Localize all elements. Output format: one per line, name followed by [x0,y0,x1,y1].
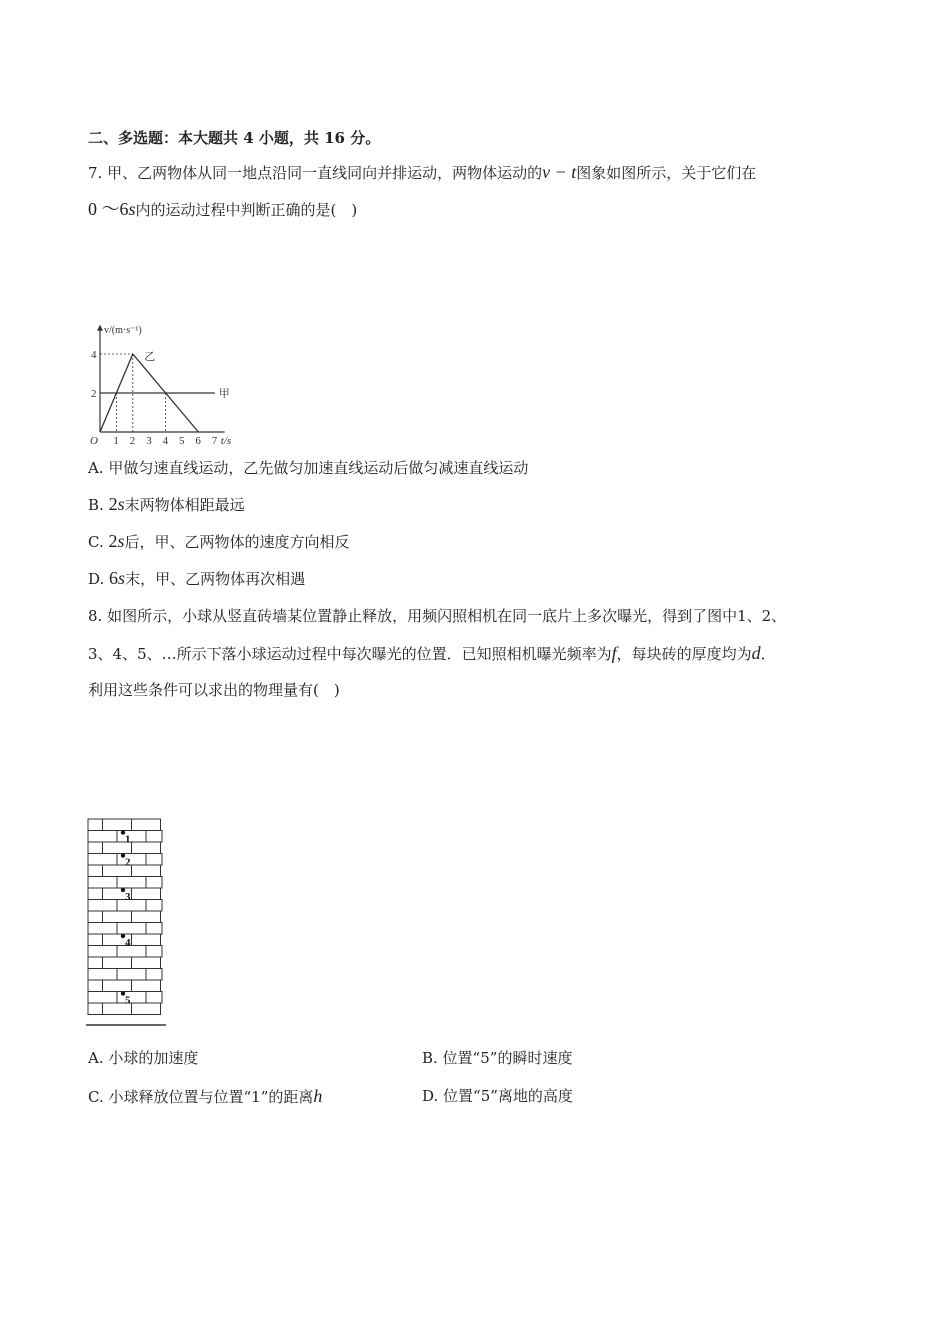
series-jia-label: 甲 [218,388,230,400]
q8-stem-line1: 8. 如图所示，小球从竖直砖墙某位置静止释放，用频闪照相机在同一底片上多次曝光，得到了图中1、2、 [88,607,787,625]
option-num: 6 [109,568,119,588]
q7-text: 内的运动过程中判断正确的是( ) [135,201,358,219]
q8-stem-line3: 利用这些条件可以求出的物理量有( ) [88,681,340,699]
brick [132,911,161,923]
brick [132,865,161,877]
q8-option-b[interactable]: B. 位置“5”的瞬时速度 [422,1049,573,1067]
x-tick-label: 4 [162,435,169,444]
brick [88,946,117,958]
y-tick-label: 4 [91,349,97,361]
option-text: 后，甲、乙两物体的速度方向相反 [124,533,350,551]
q7-range-math: 0 ～6 [88,199,129,219]
brick [117,946,146,958]
q8-d-math: d [751,643,761,663]
y-axis-arrow [97,325,103,331]
x-tick-label: 5 [179,435,185,444]
q8-text: 3、4、5、…所示下落小球运动过程中每次曝光的位置．已知照相机曝光频率为 [88,645,612,663]
q7-stem-line2 [88,199,357,220]
brick [132,934,161,946]
brick [146,877,162,889]
option-unit: s [117,494,125,514]
option-unit: s [118,568,126,588]
q7-option-b[interactable] [88,494,245,515]
brick [132,842,161,854]
brick [103,980,132,992]
option-num: 2 [108,531,118,551]
brick [146,969,162,981]
brick [117,900,146,912]
q7-text: 图象如图所示，关于它们在 [576,164,757,182]
q7-text: 7. 甲、乙两物体从同一地点沿同一直线同向并排运动，两物体运动的 [88,164,543,182]
brick [88,934,103,946]
q8-f-math: f [611,643,617,663]
brick [146,831,162,843]
brick [103,819,132,831]
option-label: B. [88,496,104,514]
section-title: 二、多选题：本大题共 4 小题，共 16 分。 [88,129,381,147]
brick-wall-figure [86,818,166,1028]
x-axis-label: t/s [220,435,232,444]
ball-position-label: 3 [125,891,131,903]
y-axis-label: v/(m·s⁻¹) [104,324,142,336]
q8-h-math: h [313,1086,323,1106]
q8-stem-line2 [88,643,776,664]
brick [132,957,161,969]
q7-unit: s [128,199,136,219]
q8-text: ． [760,645,776,663]
brick [88,877,117,889]
brick [146,900,162,912]
option-text: 末，甲、乙两物体再次相遇 [125,570,306,588]
q7-vt-math: v − t [542,162,577,182]
brick [88,819,103,831]
ball-position-label: 4 [125,937,131,949]
brick [117,969,146,981]
brick [88,957,103,969]
brick [88,888,103,900]
option-text: C. 小球释放位置与位置“1”的距离 [88,1088,314,1106]
brick [88,923,117,935]
brick [132,888,161,900]
x-tick-label: 2 [129,435,136,444]
q7-option-d[interactable] [88,568,305,589]
brick [132,1003,161,1015]
brick [117,877,146,889]
brick [146,854,162,866]
brick [88,854,117,866]
x-tick-label: 6 [195,435,201,444]
brick [88,911,103,923]
x-tick-label: 1 [113,435,119,444]
brick [88,1003,103,1015]
x-tick-label: 7 [211,435,218,444]
brick [132,980,161,992]
q8-option-a[interactable]: A. 小球的加速度 [88,1049,199,1067]
option-unit: s [117,531,125,551]
brick [88,831,117,843]
q8-option-d[interactable]: D. 位置“5”离地的高度 [422,1087,573,1105]
brick [103,957,132,969]
y-tick-label: 2 [91,388,97,400]
ball-position-label: 5 [125,994,131,1007]
brick [88,900,117,912]
brick [88,865,103,877]
brick [132,819,161,831]
q7-option-c[interactable] [88,531,350,552]
brick [88,980,103,992]
option-label: D. [88,570,105,588]
brick [88,842,103,854]
brick [88,992,117,1004]
vt-graph [86,296,258,444]
option-num: 2 [108,494,118,514]
q7-stem-line1 [88,162,756,183]
brick [146,923,162,935]
series-yi-label: 乙 [144,350,156,363]
option-label: C. [88,533,104,551]
brick [103,911,132,923]
brick [88,969,117,981]
brick [117,923,146,935]
brick [146,992,162,1004]
origin-label: O [90,435,98,444]
brick [146,946,162,958]
ball-position-label: 1 [125,833,131,846]
q8-text: ，每块砖的厚度均为 [616,645,752,663]
ball-position-label: 2 [125,856,131,869]
q8-option-c[interactable] [88,1086,322,1107]
q7-option-a[interactable]: A. 甲做匀速直线运动，乙先做匀加速直线运动后做匀减速直线运动 [88,459,529,477]
x-tick-label: 3 [146,435,152,444]
option-text: 末两物体相距最远 [124,496,245,514]
